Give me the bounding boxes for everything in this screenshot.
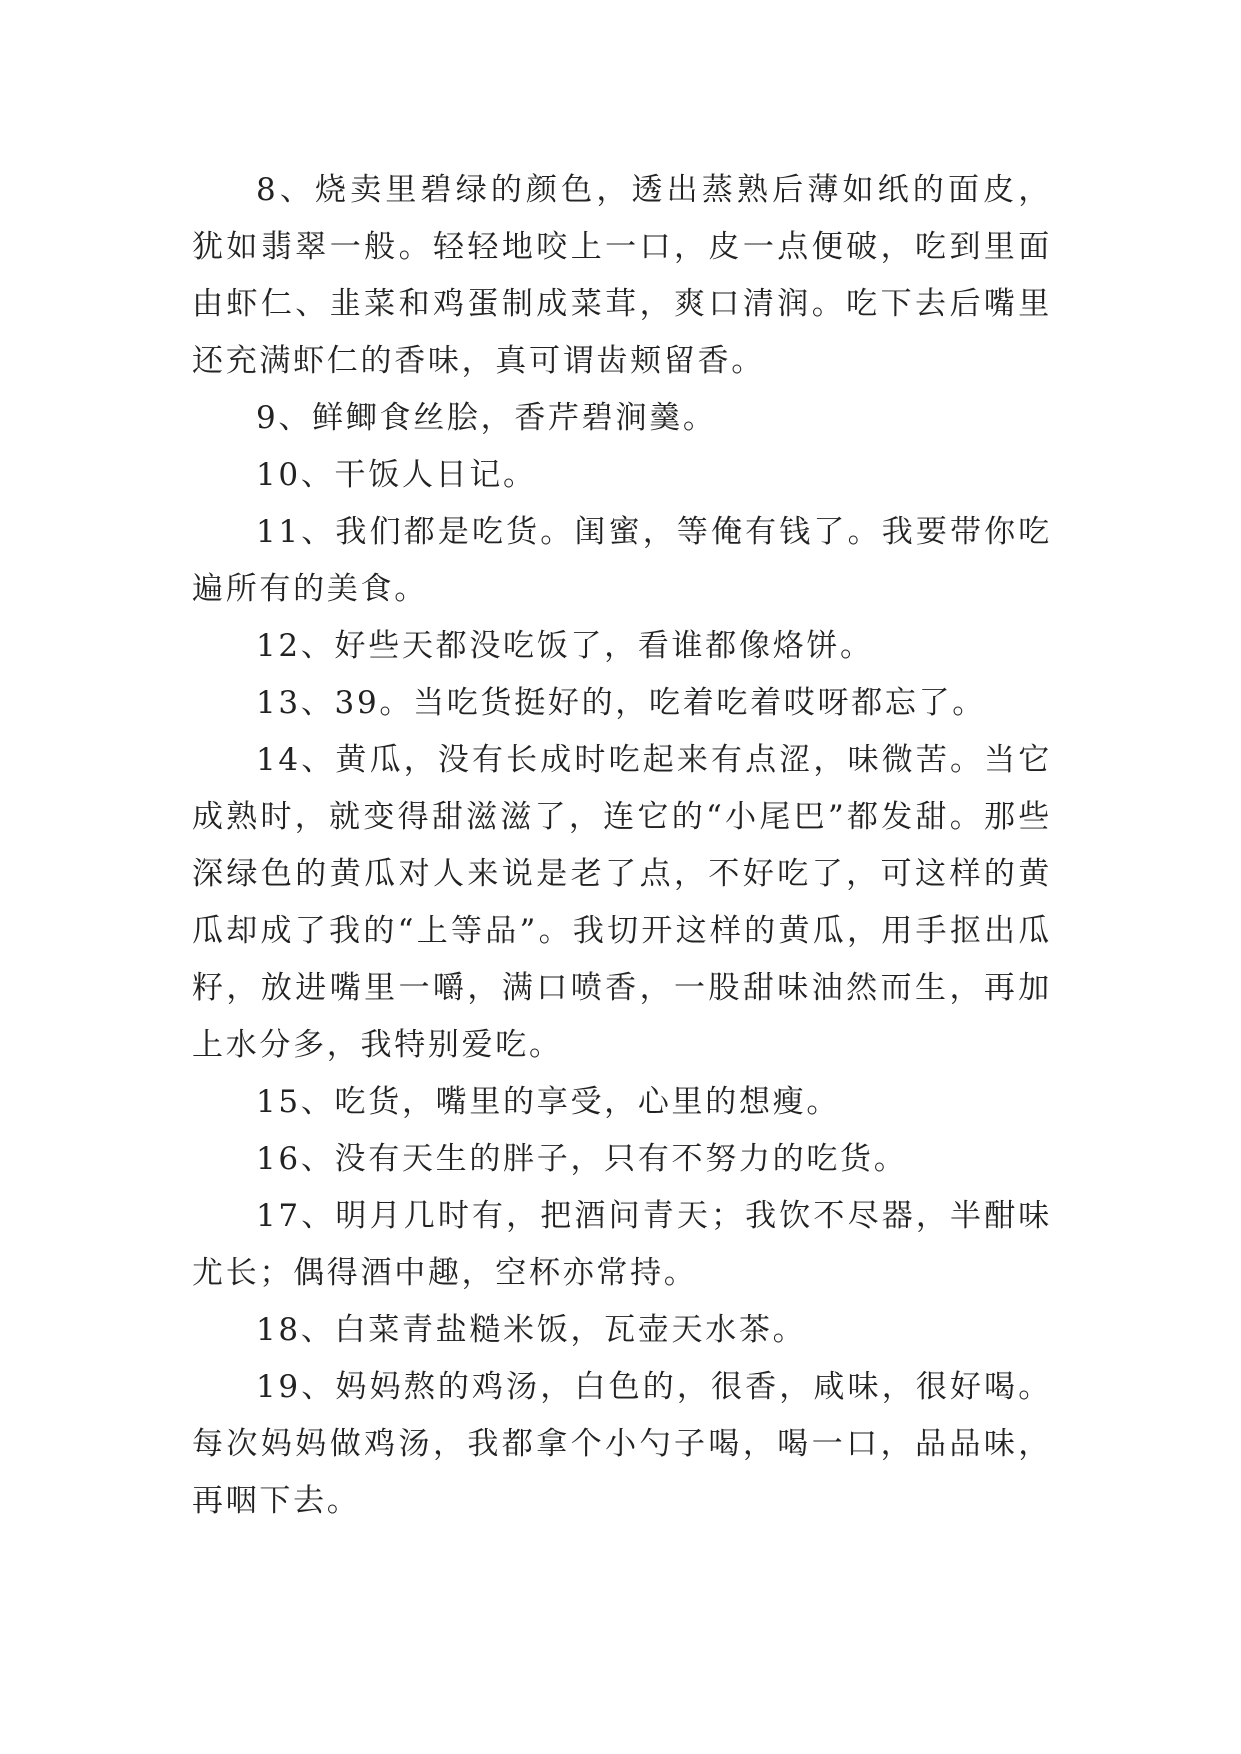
paragraph-16: 16、没有天生的胖子，只有不努力的吃货。 — [256, 1141, 908, 1177]
paragraph-13: 13、39。当吃货挺好的，吃着吃着哎呀都忘了。 — [256, 685, 986, 721]
paragraph-19: 19、妈妈熬的鸡汤，白色的，很香，咸味，很好喝。每次妈妈做鸡汤，我都拿个小勺子喝，喝一口，品品味，再咽下去。 — [192, 1369, 1052, 1519]
paragraph-15: 15、吃货，嘴里的享受，心里的想瘦。 — [256, 1084, 841, 1120]
paragraph-10: 10、干饭人日记。 — [256, 457, 537, 493]
paragraph-9: 9、鲜鲫食丝脍，香芹碧涧羹。 — [256, 400, 717, 436]
paragraph-12: 12、好些天都没吃饭了，看谁都像烙饼。 — [256, 628, 874, 664]
paragraph-17: 17、明月几时有，把酒问青天；我饮不尽器，半酣味尤长；偶得酒中趣，空杯亦常持。 — [192, 1198, 1052, 1291]
document-body — [192, 162, 1052, 1530]
paragraph-18: 18、白菜青盐糙米饭，瓦壶天水茶。 — [256, 1312, 807, 1348]
paragraph-11: 11、我们都是吃货。闺蜜，等俺有钱了。我要带你吃遍所有的美食。 — [192, 514, 1052, 607]
paragraph-8: 8、烧卖里碧绿的颜色，透出蒸熟后薄如纸的面皮，犹如翡翠一般。轻轻地咬上一口，皮一点便破，吃到里面由虾仁、韭菜和鸡蛋制成菜茸，爽口清润。吃下去后嘴里还充满虾仁的香味，真可谓齿颊留香。 — [192, 172, 1052, 379]
paragraph-14: 14、黄瓜，没有长成时吃起来有点涩，味微苦。当它成熟时，就变得甜滋滋了，连它的“小尾巴”都发甜。那些深绿色的黄瓜对人来说是老了点，不好吃了，可这样的黄瓜却成了我的“上等品”。我切开这样的黄瓜，用手抠出瓜籽，放进嘴里一嚼，满口喷香，一股甜味油然而生，再加上水分多，我特别爱吃。 — [192, 742, 1052, 1063]
